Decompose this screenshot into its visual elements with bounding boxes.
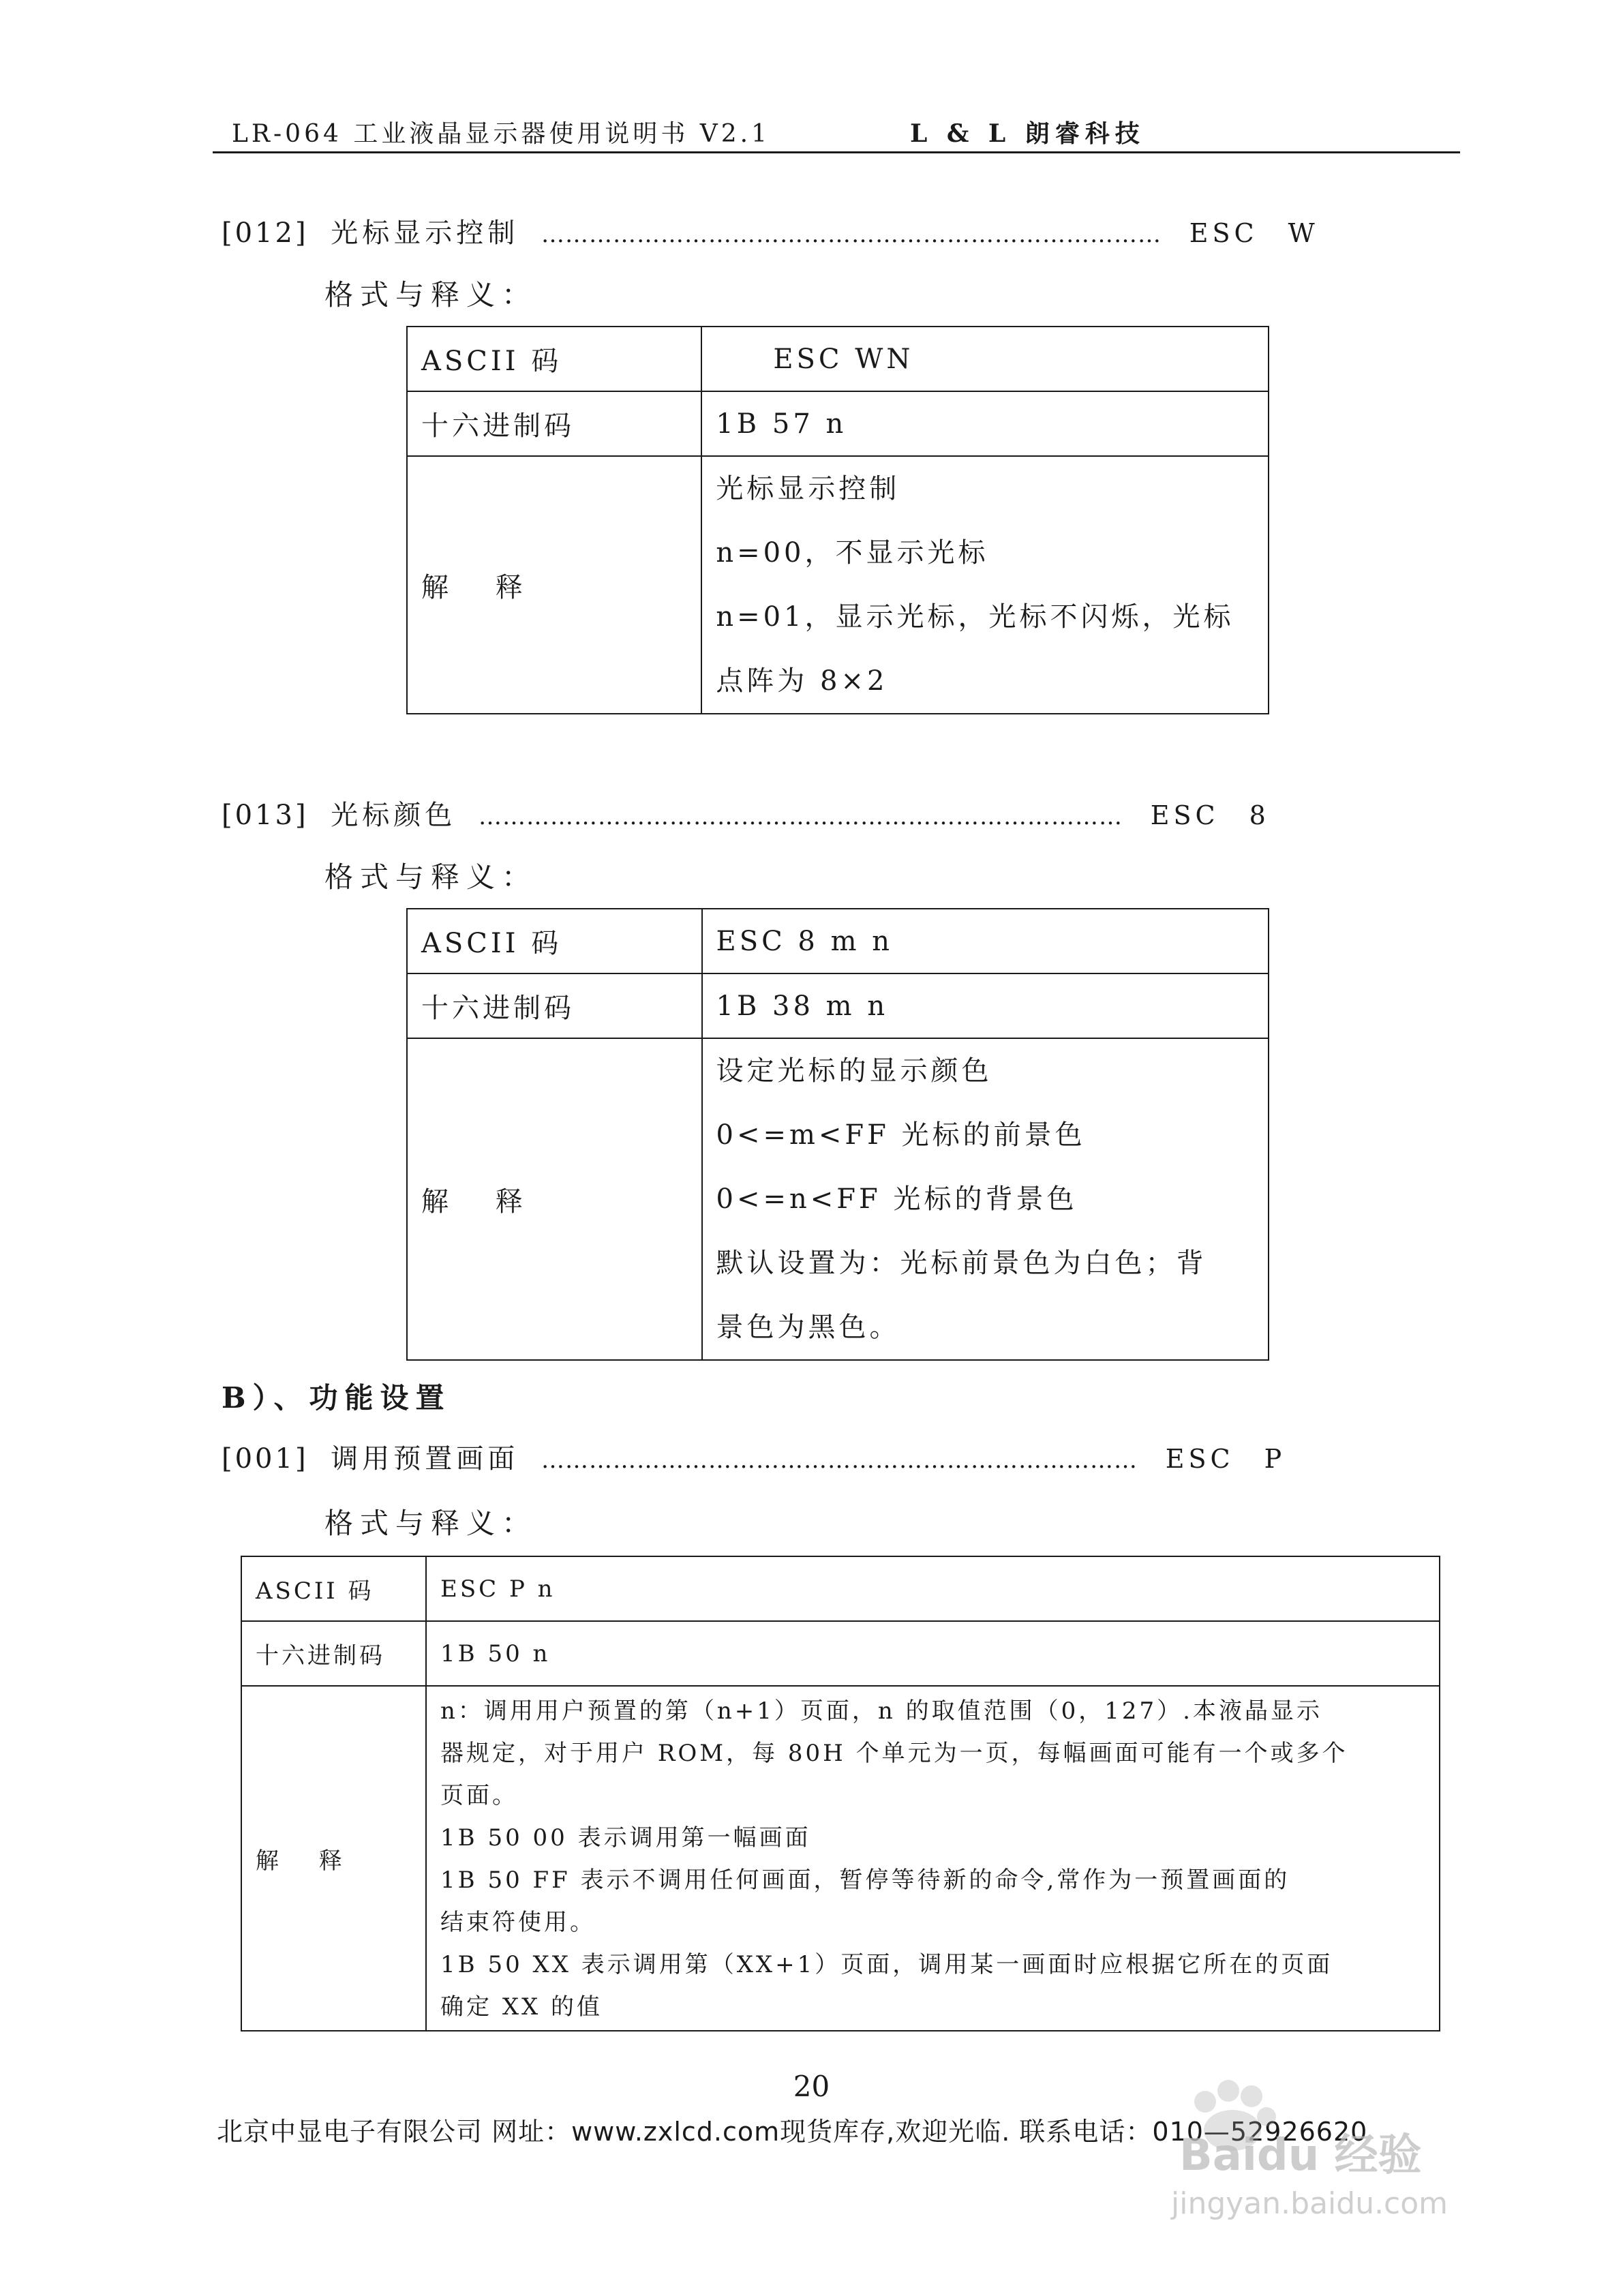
section-heading-001 <box>222 1437 1286 1476</box>
explain-line: n=00，不显示光标 <box>716 537 989 569</box>
explain-line: 1B 50 00 表示调用第一幅画面 <box>440 1824 811 1852</box>
command-table-001 <box>241 1556 1440 2031</box>
hex-label: 十六进制码 <box>241 1621 426 1686</box>
format-label: 格式与释义： <box>324 1507 538 1540</box>
hex-label: 十六进制码 <box>407 973 702 1038</box>
hex-value: 1B 50 n <box>426 1621 1440 1686</box>
header-doc-title: LR-064 工业液晶显示器使用说明书 V2.1 <box>232 120 771 148</box>
subheading-function-settings: B）、功能设置 <box>222 1381 451 1415</box>
leader-dots: ……………………………………………………………………… <box>479 803 1123 830</box>
watermark-url: jingyan.baidu.com <box>1171 2186 1448 2221</box>
explain-line: 光标显示控制 <box>716 473 900 504</box>
table-row <box>241 1621 1440 1686</box>
explain-line: 点阵为 8×2 <box>716 665 888 697</box>
explain-line: 景色为黑色。 <box>716 1312 900 1343</box>
explain-line: 器规定，对于用户 ROM，每 80H 个单元为一页，每幅画面可能有一个或多个 <box>440 1740 1348 1767</box>
explain-label: 解 释 <box>241 1686 426 2031</box>
format-label: 格式与释义： <box>324 860 538 894</box>
section-code: [001] <box>222 1443 309 1475</box>
table-row <box>241 1686 1440 2031</box>
table-row <box>407 973 1269 1038</box>
hex-label: 十六进制码 <box>407 391 701 456</box>
ascii-value: ESC 8 m n <box>702 909 1269 973</box>
explain-line: 设定光标的显示颜色 <box>716 1055 992 1087</box>
section-title: 光标颜色 <box>331 800 457 831</box>
explain-line: 确定 XX 的值 <box>440 1993 603 2021</box>
explain-line: 结束符使用。 <box>440 1909 596 1936</box>
hex-value: 1B 57 n <box>701 391 1269 456</box>
explain-line: 页面。 <box>440 1782 519 1809</box>
page-number: 20 <box>793 2070 830 2103</box>
explain-line: n=01，显示光标，光标不闪烁，光标 <box>716 601 1234 633</box>
section-heading-012 <box>222 211 1319 250</box>
command-table-012 <box>406 326 1269 714</box>
leader-dots: …………………………………………………………………… <box>541 221 1162 248</box>
explain-line: 0<=m<FF 光标的前景色 <box>716 1119 1086 1151</box>
format-label: 格式与释义： <box>324 278 538 312</box>
footer-contact: 北京中显电子有限公司 网址：www.zxlcd.com现货库存,欢迎光临. 联系电话：010—52926620 <box>217 2117 1368 2147</box>
header-company: L & L 朗睿科技 <box>910 119 1145 148</box>
ascii-label: ASCII 码 <box>407 327 701 391</box>
explain-cell <box>426 1686 1440 2031</box>
section-title: 光标显示控制 <box>331 217 519 249</box>
section-code: [012] <box>222 217 309 249</box>
explain-line: 1B 50 XX 表示调用第（XX+1）页面，调用某一画面时应根据它所在的页面 <box>440 1951 1333 1978</box>
command-table-013 <box>406 908 1269 1361</box>
command-code: ESC W <box>1189 218 1319 248</box>
table-row <box>407 327 1269 391</box>
table-row <box>407 909 1269 973</box>
explain-cell <box>701 456 1269 714</box>
ascii-value: ESC WN <box>701 327 1269 391</box>
table-row <box>241 1556 1440 1621</box>
ascii-label: ASCII 码 <box>407 909 702 973</box>
leader-dots: ………………………………………………………………… <box>541 1447 1138 1474</box>
section-heading-013 <box>222 794 1270 832</box>
explain-line: n：调用用户预置的第（n+1）页面，n 的取值范围（0，127）.本液晶显示 <box>440 1697 1322 1725</box>
explain-line: 1B 50 FF 表示不调用任何画面，暂停等待新的命令,常作为一预置画面的 <box>440 1867 1290 1894</box>
explain-line: 0<=n<FF 光标的背景色 <box>716 1183 1078 1215</box>
ascii-label: ASCII 码 <box>241 1556 426 1621</box>
baidu-jingyan-watermark <box>1152 2062 1534 2226</box>
command-code: ESC 8 <box>1150 800 1270 830</box>
watermark-logo-text: Baidu 经验 <box>1179 2130 1422 2181</box>
explain-label: 解 释 <box>407 1038 702 1360</box>
hex-value: 1B 38 m n <box>702 973 1269 1038</box>
ascii-value: ESC P n <box>426 1556 1440 1621</box>
section-code: [013] <box>222 800 309 831</box>
command-code: ESC P <box>1165 1444 1286 1474</box>
table-row <box>407 456 1269 714</box>
table-row <box>407 1038 1269 1360</box>
explain-line: 默认设置为：光标前景色为白色；背 <box>716 1248 1207 1279</box>
explain-label: 解 释 <box>407 456 701 714</box>
header-rule <box>213 151 1460 153</box>
section-title: 调用预置画面 <box>331 1443 519 1475</box>
table-row <box>407 391 1269 456</box>
explain-cell <box>702 1038 1269 1360</box>
